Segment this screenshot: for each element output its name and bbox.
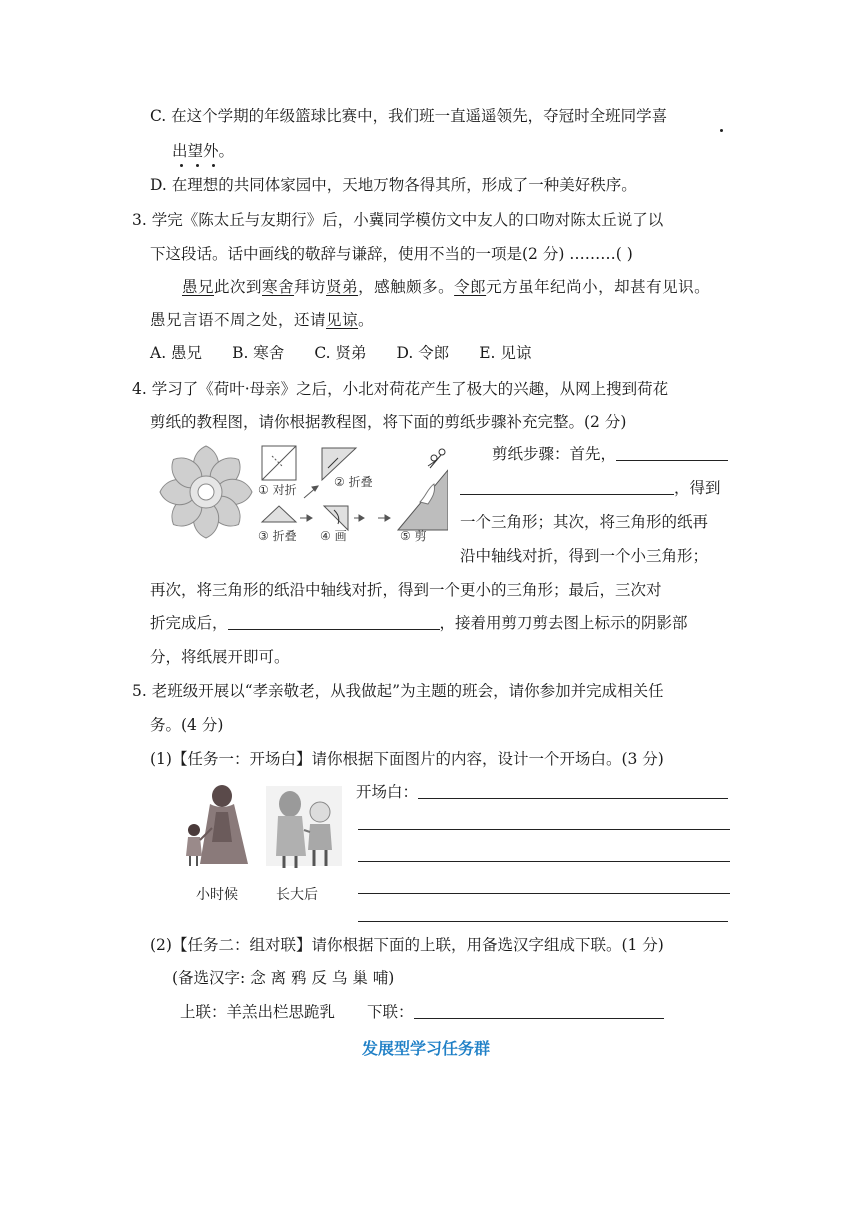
image-caption-childhood: 小时候 <box>196 887 238 903</box>
flower-paper-cut-icon <box>160 446 252 538</box>
diagram-label-1: ① 对折 <box>258 483 297 497</box>
opening-answer-line-4[interactable] <box>358 877 730 894</box>
q3-options <box>150 342 561 364</box>
step4-draw-icon <box>324 506 348 530</box>
q3-passage-line1: 愚兄此次到寒舍拜访贤弟，感触颇多。令郎元方虽年纪尚小，却甚有见识。 <box>182 278 711 296</box>
option-c-line1: C. 在这个学期的年级篮球比赛中，我们班一直遥遥领先，夺冠时全班同学喜 <box>150 107 668 125</box>
paper-cut-tutorial-diagram <box>158 440 448 550</box>
family-illustration <box>180 782 345 882</box>
answer-blank[interactable] <box>460 478 674 495</box>
q5-couplet: 上联：羊羔出栏思跪乳 下联： <box>180 1001 664 1023</box>
diagram-label-3: ③ 折叠 <box>258 529 297 543</box>
emphasis-dot <box>180 164 183 167</box>
q4-steps-line2: ，得到 <box>460 477 721 499</box>
diagram-label-5: ⑤ 剪 <box>400 529 427 543</box>
q4-stem-line2: 剪纸的教程图，请你根据教程图，将下面的剪纸步骤补充完整。(2 分) <box>150 413 627 431</box>
q5-task2: (2)【任务二：组对联】请你根据下面的上联，用备选汉字组成下联。(1 分) <box>150 936 664 954</box>
option-d: D. 在理想的共同体家园中，天地万物各得其所，形成了一种美好秩序。 <box>150 176 637 194</box>
q3-option-b[interactable]: B. 寒舍 <box>232 344 285 362</box>
diagram-label-4: ④ 画 <box>320 529 347 543</box>
mother-and-child-figure-icon <box>186 785 248 866</box>
step3-fold-icon <box>262 506 296 522</box>
opening-answer-line-1[interactable] <box>418 782 728 799</box>
q4-steps-line5: 再次，将三角形的纸沿中轴线对折，得到一个更小的三角形；最后，三次对 <box>150 581 662 599</box>
diagram-label-2: ② 折叠 <box>334 475 373 489</box>
q3-stem-line1: 3. 学完《陈太丘与友期行》后，小冀同学模仿文中友人的口吻对陈太丘说了以 <box>132 211 664 229</box>
elderly-and-adult-figure-icon <box>266 786 342 868</box>
opening-answer-line-5[interactable] <box>358 905 728 922</box>
emphasis-dot <box>196 164 199 167</box>
q4-steps-line4: 沿中轴线对折，得到一个小三角形； <box>460 547 709 565</box>
emphasis-dot <box>720 129 723 132</box>
q3-passage-line2: 愚兄言语不周之处，还请见谅。 <box>150 311 375 329</box>
step5-cut-icon <box>398 449 448 530</box>
image-caption-adulthood: 长大后 <box>276 887 318 903</box>
opening-label: 开场白： <box>356 781 728 803</box>
q3-option-c[interactable]: C. 贤弟 <box>314 344 367 362</box>
q5-candidates: (备选汉字: 念 离 鸦 反 乌 巢 哺) <box>172 969 395 987</box>
q3-option-d[interactable]: D. 令郎 <box>396 344 450 362</box>
emphasis-dot <box>212 164 215 167</box>
answer-blank[interactable] <box>616 444 728 461</box>
q5-stem-line2: 务。(4 分) <box>150 716 224 734</box>
q4-stem-line1: 4. 学习了《荷叶·母亲》之后，小北对荷花产生了极大的兴趣，从网上搜到荷花 <box>132 380 669 398</box>
opening-answer-line-2[interactable] <box>358 813 730 830</box>
q5-stem-line1: 5. 老班级开展以“孝亲敬老，从我做起”为主题的班会，请你参加并完成相关任 <box>132 682 664 700</box>
answer-blank[interactable] <box>228 613 440 630</box>
q4-steps-line1: 剪纸步骤：首先， <box>492 443 728 465</box>
q4-steps-line7: 分，将纸展开即可。 <box>150 648 290 666</box>
q4-steps-line6: 折完成后， ，接着用剪刀剪去图上标示的阴影部 <box>150 614 688 632</box>
opening-answer-line-3[interactable] <box>358 845 730 862</box>
q5-task1: (1)【任务一：开场白】请你根据下面图片的内容，设计一个开场白。(3 分) <box>150 750 664 768</box>
q4-steps-line3: 一个三角形；其次，将三角形的纸再 <box>460 513 709 531</box>
section-title: 发展型学习任务群 <box>362 1039 491 1058</box>
option-c-line2: 出望外。 <box>172 142 235 160</box>
q3-option-a[interactable]: A. 愚兄 <box>150 344 203 362</box>
q3-option-e[interactable]: E. 见谅 <box>479 344 532 362</box>
lower-couplet-blank[interactable] <box>414 1002 664 1019</box>
q3-stem-line2: 下这段话。话中画线的敬辞与谦辞，使用不当的一项是(2 分) ………( ) <box>150 245 633 263</box>
step1-fold-icon <box>262 446 296 480</box>
